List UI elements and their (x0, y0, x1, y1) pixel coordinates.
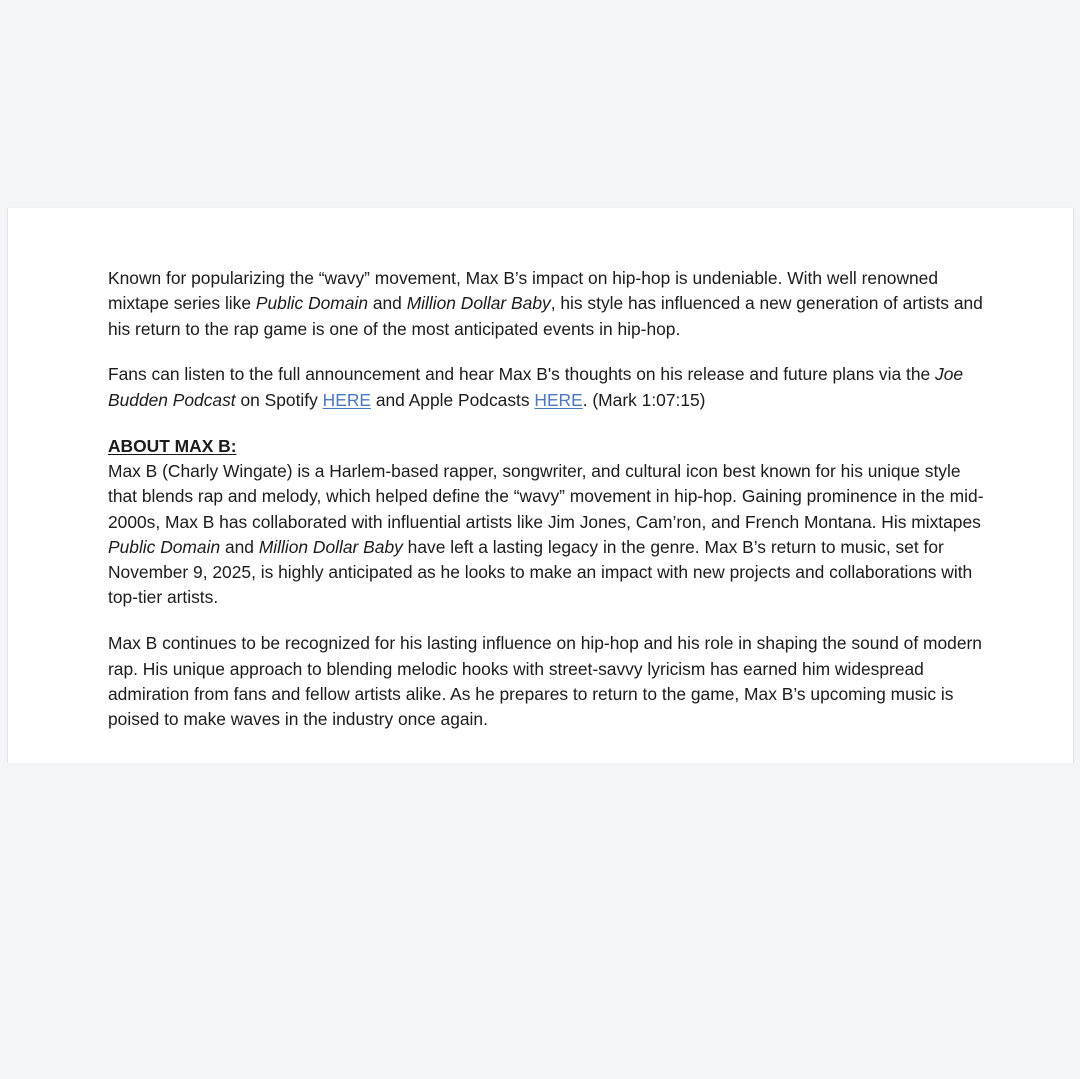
about-italic-million-dollar-baby: Million Dollar Baby (258, 536, 403, 557)
document-page (7, 208, 1074, 763)
intro-italic-public-domain: Public Domain (255, 293, 368, 314)
intro-text-3: , his style has influenced a new generation of artists and his return to the rap game is one of the most anticipated events in hip-hop. (108, 293, 983, 339)
spotify-link[interactable]: HERE (322, 389, 371, 410)
listen-text-3: and Apple Podcasts (370, 389, 535, 410)
listen-text-1: Fans can listen to the full announcement and hear Max B's thoughts on his release and future plans via the (108, 364, 935, 385)
about-heading: ABOUT MAX B: (108, 435, 237, 456)
about-text-2: and (220, 536, 259, 557)
intro-paragraph (108, 266, 988, 342)
listen-text-4: . (Mark 1:07:15) (582, 389, 706, 410)
about-italic-public-domain: Public Domain (108, 536, 221, 557)
about-section (108, 434, 988, 611)
listen-text-2: on Spotify (235, 389, 323, 410)
intro-italic-million-dollar-baby: Million Dollar Baby (406, 293, 551, 314)
influence-paragraph: Max B continues to be recognized for his lasting influence on hip-hop and his role in shaping the sound of modern rap. His unique approach to blending melodic hooks with street-savvy lyricism has earned him widespread admiration from fans and fellow artists alike. As he prepares to return to the game, Max B’s upcoming music is poised to make waves in the industry once again. (108, 633, 982, 730)
about-text-3: have left a lasting legacy in the genre. Max B’s return to music, set for November 9, 2025, is highly anticipated as he looks to make an impact with new projects and collaborations with top-tier artists. (108, 536, 973, 608)
intro-text-2: and (368, 293, 407, 314)
about-text-1: Max B (Charly Wingate) is a Harlem-based rapper, songwriter, and cultural icon best known for his unique style that blends rap and melody, which helped define the “wavy” movement in hip-hop. Gaining prominence in the mid-2000s, Max B has collaborated with influential artists like Jim Jones, Cam’ron, and French Montana. His mixtapes (108, 460, 984, 532)
listen-italic-podcast: Joe Budden Podcast (108, 364, 964, 410)
listen-paragraph (108, 362, 988, 413)
apple-podcasts-link[interactable]: HERE (534, 389, 583, 410)
document-body (108, 266, 988, 733)
intro-text-1: Known for popularizing the “wavy” movement, Max B’s impact on hip-hop is undeniable. With well renowned mixtape series like (108, 268, 939, 314)
